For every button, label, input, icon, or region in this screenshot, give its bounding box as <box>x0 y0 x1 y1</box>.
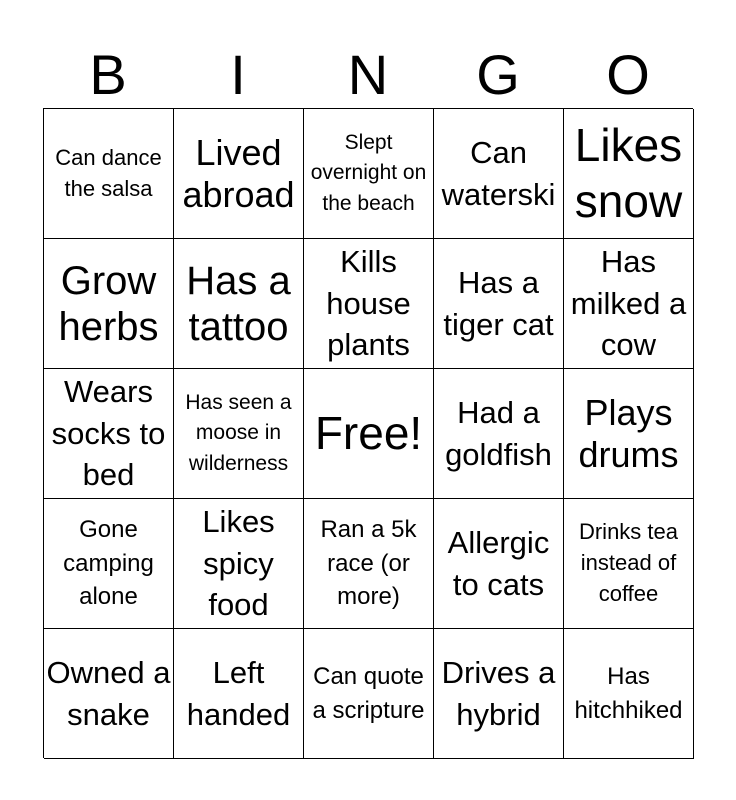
bingo-cell[interactable]: Can quote a scripture <box>304 629 434 759</box>
free-space-cell[interactable]: Free! <box>304 369 434 499</box>
bingo-cell[interactable]: Likes spicy food <box>174 499 304 629</box>
bingo-cell[interactable]: Drinks tea instead of coffee <box>564 499 694 629</box>
bingo-cell[interactable]: Slept overnight on the beach <box>304 109 434 239</box>
bingo-cell[interactable]: Has hitchhiked <box>564 629 694 759</box>
bingo-cell[interactable]: Can waterski <box>434 109 564 239</box>
bingo-cell[interactable]: Kills house plants <box>304 239 434 369</box>
bingo-header <box>43 42 693 108</box>
bingo-cell[interactable]: Had a goldfish <box>434 369 564 499</box>
bingo-cell[interactable]: Ran a 5k race (or more) <box>304 499 434 629</box>
bingo-cell[interactable]: Can dance the salsa <box>44 109 174 239</box>
bingo-cell[interactable]: Has a tiger cat <box>434 239 564 369</box>
header-letter-g: G <box>476 43 520 106</box>
bingo-cell[interactable]: Plays drums <box>564 369 694 499</box>
bingo-cell[interactable]: Drives a hybrid <box>434 629 564 759</box>
bingo-cell[interactable]: Wears socks to bed <box>44 369 174 499</box>
bingo-board <box>43 108 693 758</box>
bingo-cell[interactable]: Has seen a moose in wilderness <box>174 369 304 499</box>
bingo-cell[interactable]: Gone camping alone <box>44 499 174 629</box>
header-letter-n: N <box>347 43 389 106</box>
bingo-cell[interactable]: Lived abroad <box>174 109 304 239</box>
header-letter-i: I <box>230 43 246 106</box>
bingo-cell[interactable]: Allergic to cats <box>434 499 564 629</box>
bingo-cell[interactable]: Grow herbs <box>44 239 174 369</box>
header-letter-b: B <box>89 43 127 106</box>
header-letter-o: O <box>606 43 650 106</box>
bingo-cell[interactable]: Left handed <box>174 629 304 759</box>
bingo-cell[interactable]: Has a tattoo <box>174 239 304 369</box>
bingo-cell[interactable]: Likes snow <box>564 109 694 239</box>
bingo-cell[interactable]: Has milked a cow <box>564 239 694 369</box>
bingo-cell[interactable]: Owned a snake <box>44 629 174 759</box>
